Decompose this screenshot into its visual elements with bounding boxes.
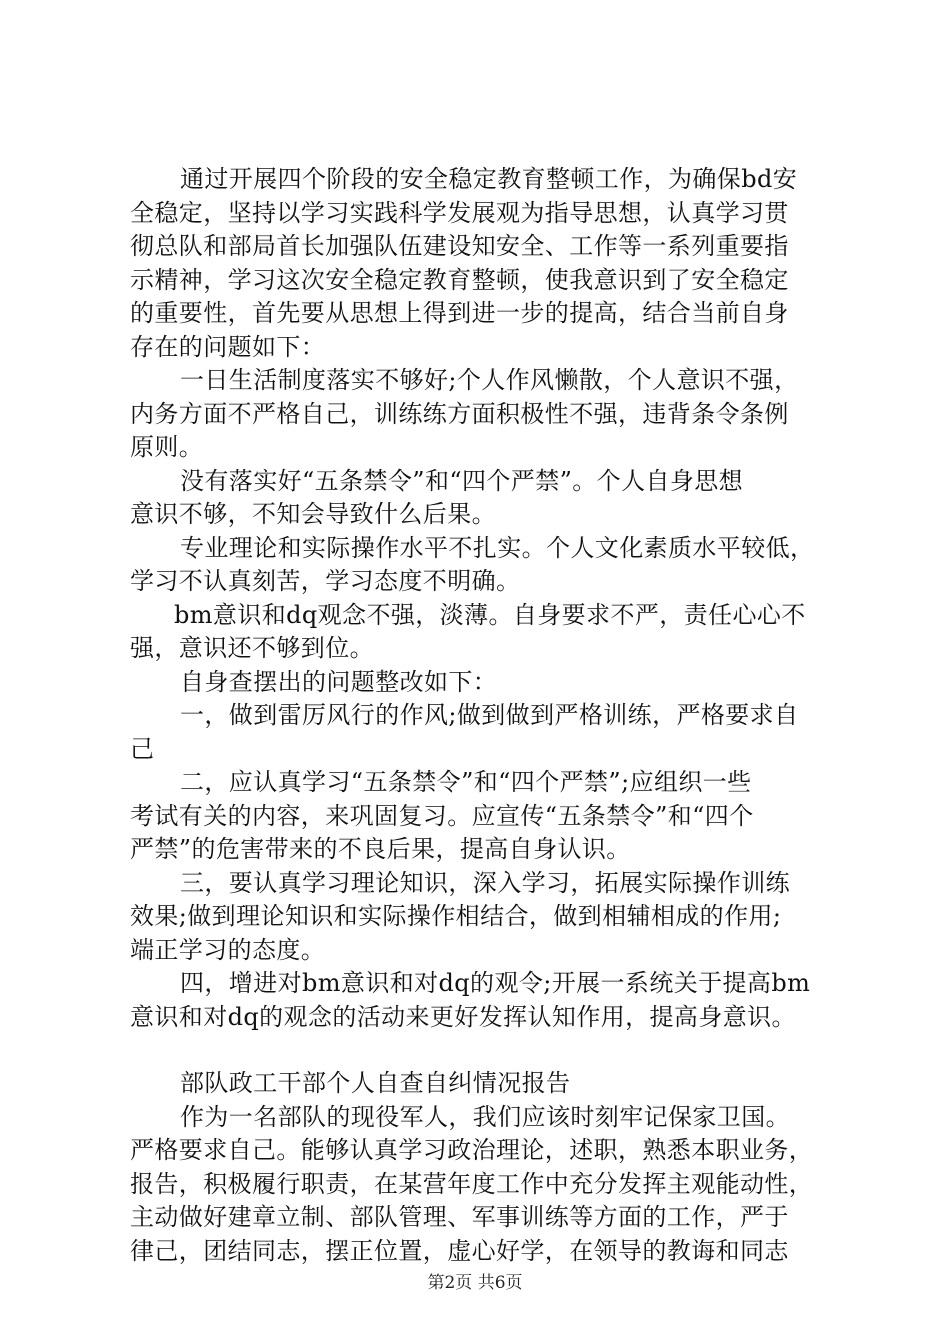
paragraph-line: 强，意识还不够到位。 [130, 634, 374, 662]
paragraph-line: 考试有关的内容，来巩固复习。应宣传“五条禁令”和“四个 [130, 801, 754, 830]
paragraph-line: 意识不够，不知会导致什么后果。 [130, 500, 496, 528]
paragraph-line: 原则。 [130, 433, 204, 461]
paragraph-line: 自身查摆出的问题整改如下： [180, 667, 498, 696]
paragraph-line: 通过开展四个阶段的安全稳定教育整顿工作，为确保bd安 [180, 165, 798, 193]
paragraph-line: 己 [130, 734, 155, 763]
paragraph-line: 学习不认真刻苦，学习态度不明确。 [130, 567, 521, 595]
paragraph-line: 三，要认真学习理论知识，深入学习，拓展实际操作训练 [180, 868, 790, 897]
paragraph-line: 主动做好建章立制、部队管理、军事训练等方面的工作，严于 [130, 1203, 789, 1231]
paragraph-line: 二，应认真学习“五条禁令”和“四个严禁”;应组织一些 [180, 768, 752, 796]
paragraph-line: 没有落实好“五条禁令”和“四个严禁”。个人自身思想 [180, 466, 744, 495]
paragraph-line: 内务方面不严格自己，训练练方面积极性不强，违背条令条例 [130, 399, 789, 428]
paragraph-line: 作为一名部队的现役军人，我们应该时刻牢记保家卫国。 [180, 1102, 790, 1131]
paragraph-line: 专业理论和实际操作水平不扎实。个人文化素质水平较低， [180, 533, 815, 562]
paragraph-line: 律己，团结同志，摆正位置，虚心好学，在领导的教诲和同志 [130, 1236, 789, 1265]
paragraph-line: 效果;做到理论知识和实际操作相结合，做到相辅相成的作用; [130, 902, 782, 930]
paragraph-line: 一，做到雷厉风行的作风;做到做到严格训练，严格要求自 [180, 701, 799, 729]
paragraph-line: 全稳定，坚持以学习实践科学发展观为指导思想，认真学习贯 [130, 198, 789, 227]
paragraph-line: 一日生活制度落实不够好;个人作风懒散，个人意识不强， [180, 366, 799, 394]
paragraph-line: 彻总队和部局首长加强队伍建设知安全、工作等一系列重要指 [130, 232, 789, 260]
paragraph-line: 的重要性，首先要从思想上得到进一步的提高，结合当前自身 [130, 299, 789, 327]
page-number: 第2页 共6页 [427, 1273, 523, 1293]
paragraph-line: 意识和对dq的观念的活动来更好发挥认知作用，提高身意识。 [130, 1002, 796, 1031]
paragraph-line: bm意识和dq观念不强，淡薄。自身要求不严，责任心心不 [174, 600, 806, 629]
section-gap [130, 1034, 835, 1067]
paragraph-line: 报告，积极履行职责，在某营年度工作中充分发挥主观能动性， [130, 1169, 814, 1198]
paragraph-line: 四，增进对bm意识和对dq的观令;开展一系统关于提高bm [180, 969, 811, 997]
paragraph-line: 存在的问题如下： [130, 332, 326, 361]
section-title: 部队政工干部个人自查自纠情况报告 [180, 1069, 571, 1097]
document-body [130, 163, 835, 1268]
paragraph-line: 严格要求自己。能够认真学习政治理论，述职，熟悉本职业务， [130, 1136, 814, 1164]
paragraph-line: 端正学习的态度。 [130, 935, 326, 964]
paragraph-line: 严禁”的危害带来的不良后果，提高自身认识。 [130, 835, 631, 863]
paragraph-line: 示精神，学习这次安全稳定教育整顿，使我意识到了安全稳定 [130, 265, 789, 294]
